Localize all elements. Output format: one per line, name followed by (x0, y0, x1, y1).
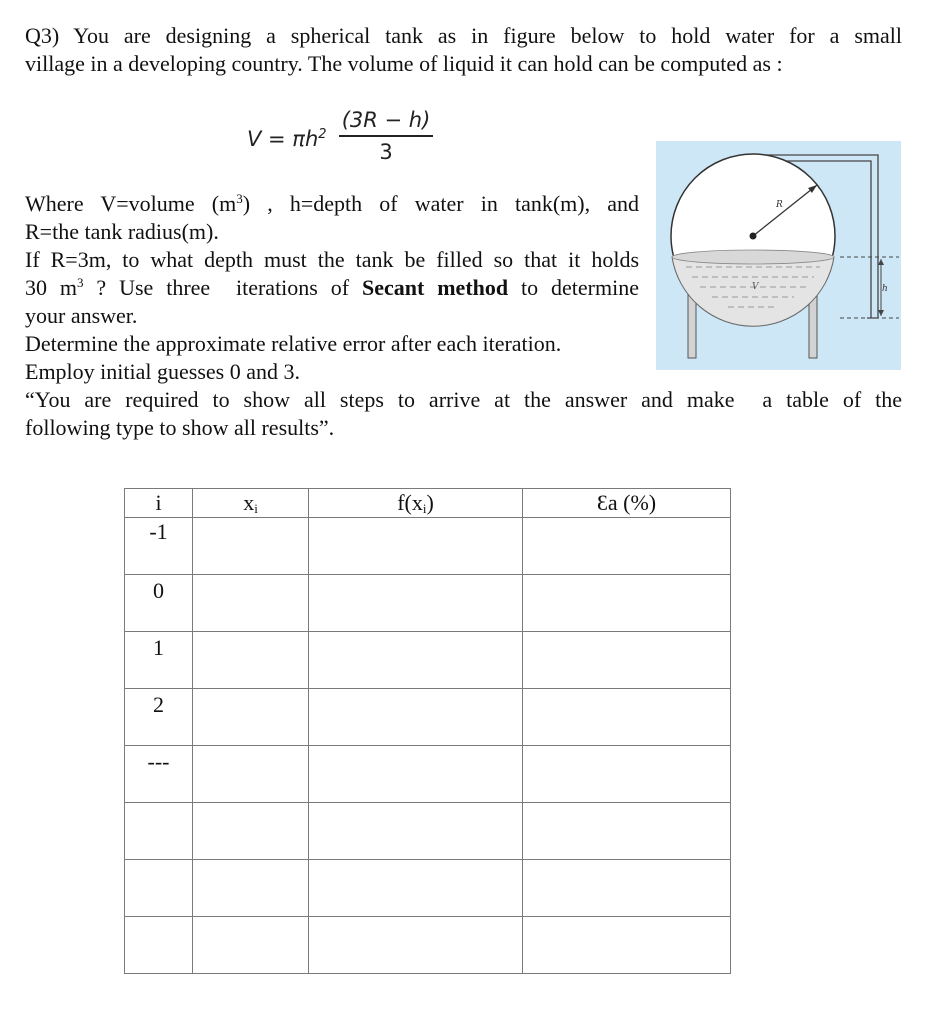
cell-ea (523, 917, 731, 974)
formula-fraction (339, 108, 433, 164)
header-fx (309, 489, 523, 518)
cell-fx (309, 860, 523, 917)
tank-illustration (656, 141, 901, 370)
iteration-label: 2 (153, 692, 164, 717)
desc-line-1b: ) , h=depth of water in tank(m), and (242, 191, 640, 216)
cell-fx (309, 689, 523, 746)
center-dot (750, 233, 757, 240)
cell-x (193, 860, 309, 917)
table-row (125, 803, 731, 860)
desc-line-4c: to determine (508, 275, 640, 300)
cell-x (193, 632, 309, 689)
cell-iteration (125, 518, 193, 575)
cell-ea (523, 632, 731, 689)
cell-fx (309, 575, 523, 632)
header-fx-end: ) (426, 490, 434, 515)
depth-arrowhead-top (878, 259, 884, 265)
cell-fx (309, 917, 523, 974)
header-fx-text: f(x (397, 490, 423, 515)
cell-x (193, 746, 309, 803)
label-R: R (776, 200, 783, 210)
desc-line-3: If R=3m, to what depth must the tank be filled so that it holds (25, 247, 639, 272)
cell-x (193, 917, 309, 974)
iteration-label: -1 (149, 519, 168, 544)
cell-iteration (125, 632, 193, 689)
desc-line-6: Determine the approximate relative error after each iteration. (25, 331, 562, 356)
iteration-label: --- (147, 749, 170, 774)
table-header-row (125, 489, 731, 518)
table-row (125, 575, 731, 632)
desc-sup-1: 3 (236, 191, 243, 206)
water-surface (672, 250, 834, 264)
desc-sup-2: 3 (77, 275, 84, 290)
cell-iteration (125, 746, 193, 803)
cell-x (193, 689, 309, 746)
req-line-2: following type to show all results”. (25, 415, 335, 440)
desc-line-2: R=the tank radius(m). (25, 219, 219, 244)
cell-ea (523, 803, 731, 860)
cell-ea (523, 575, 731, 632)
table-row (125, 860, 731, 917)
formula-lhs-text: V = πh (247, 127, 319, 151)
spherical-tank-figure (656, 141, 901, 370)
intro-line-2: village in a developing country. The volume of liquid it can hold can be computed as : (25, 51, 783, 76)
header-x-text: x (243, 490, 255, 515)
header-x (193, 489, 309, 518)
iteration-label: 1 (153, 635, 164, 660)
cell-x (193, 803, 309, 860)
intro-line-1: Q3) You are designing a spherical tank as in figure below to hold water for a small (25, 23, 902, 48)
header-x-sub: i (254, 501, 258, 516)
cell-ea (523, 860, 731, 917)
cell-iteration (125, 689, 193, 746)
formula-numerator: (3R − h) (341, 108, 431, 132)
problem-description (25, 190, 639, 386)
header-ea: Ɛa (%) (523, 489, 731, 518)
question-intro (25, 22, 902, 78)
cell-iteration (125, 803, 193, 860)
cell-ea (523, 518, 731, 575)
requirement (25, 386, 902, 442)
iteration-label: 0 (153, 578, 164, 603)
desc-line-1 (25, 190, 639, 218)
cell-x (193, 575, 309, 632)
desc-line-5: your answer. (25, 303, 138, 328)
results-table (124, 488, 731, 974)
req-line-1: “You are required to show all steps to arrive at the answer and make a table of the (25, 387, 902, 412)
header-fx-sub: i (422, 501, 427, 516)
table-row (125, 632, 731, 689)
cell-fx (309, 518, 523, 575)
cell-iteration (125, 860, 193, 917)
secant-method-bold: Secant method (362, 275, 509, 300)
desc-line-4 (25, 274, 639, 302)
formula-denominator: 3 (379, 139, 393, 164)
cell-ea (523, 689, 731, 746)
formula-exponent: 2 (318, 127, 327, 142)
table-row (125, 689, 731, 746)
label-h: h (882, 284, 888, 294)
label-V: V (752, 282, 759, 292)
cell-iteration (125, 575, 193, 632)
results-body (125, 518, 731, 974)
cell-fx (309, 746, 523, 803)
iteration-label (125, 803, 192, 807)
cell-ea (523, 746, 731, 803)
desc-line-4b: ? Use three iterations of (83, 275, 362, 300)
depth-arrowhead-bottom (878, 310, 884, 316)
table-row (125, 917, 731, 974)
cell-iteration (125, 917, 193, 974)
cell-fx (309, 632, 523, 689)
table-row (125, 518, 731, 575)
desc-line-7: Employ initial guesses 0 and 3. (25, 359, 300, 384)
iteration-label (125, 860, 192, 864)
desc-line-4a: 30 m (25, 275, 78, 300)
table-row (125, 746, 731, 803)
formula-lhs (247, 127, 327, 151)
cell-x (193, 518, 309, 575)
cell-fx (309, 803, 523, 860)
desc-line-1a: Where V=volume (m (25, 191, 237, 216)
iteration-label (125, 917, 192, 921)
header-i: i (125, 489, 193, 518)
